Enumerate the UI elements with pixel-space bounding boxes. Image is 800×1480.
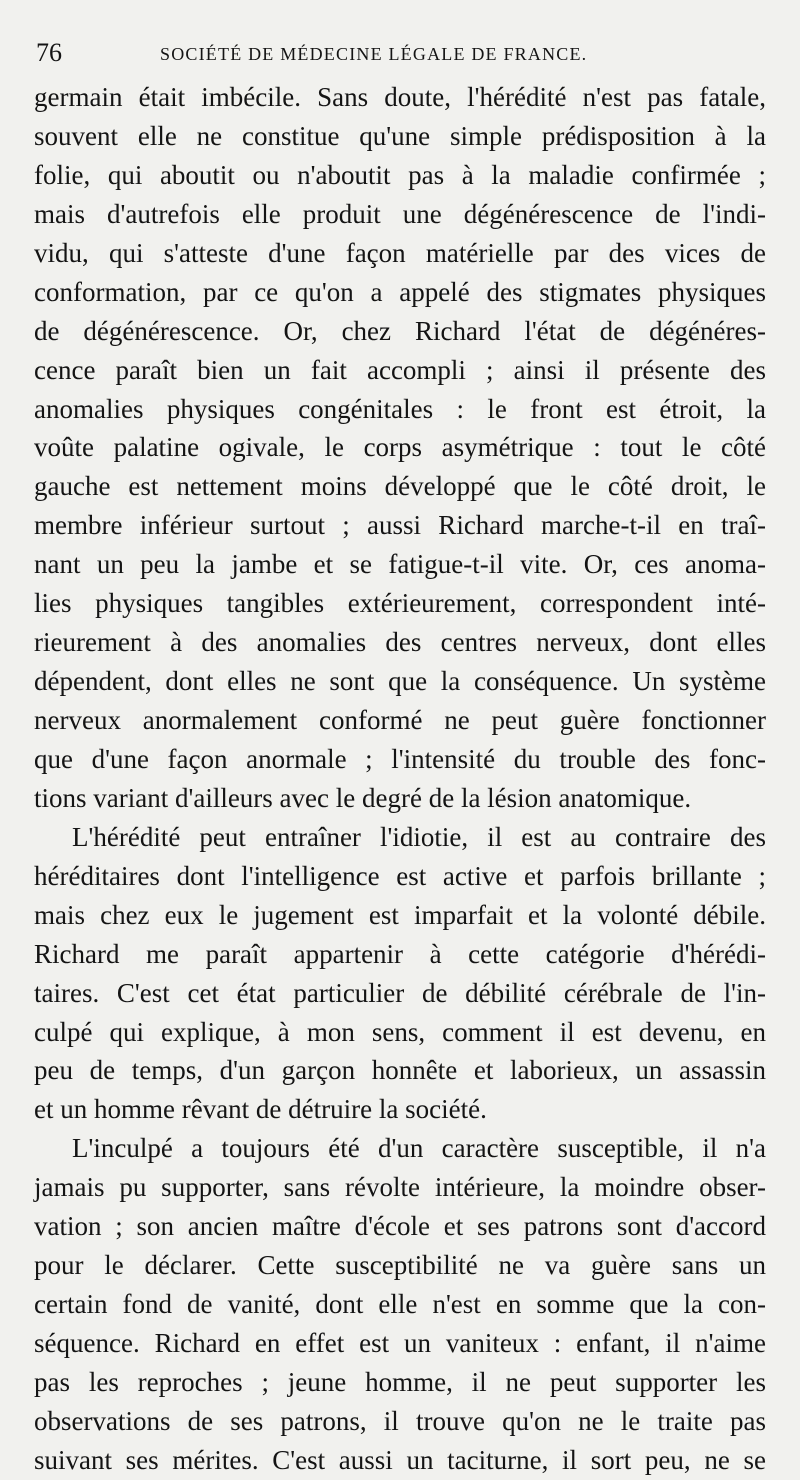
text-line: germain était imbécile. Sans doute, l'hérédité n'est pas fatale,	[34, 82, 766, 112]
text-line: mais d'autrefois elle produit une dégénérescence de l'indi-	[34, 198, 766, 229]
text-line: lies physiques tangibles extérieurement, correspondent inté-	[34, 588, 766, 619]
text-line: que d'une façon anormale ; l'intensité du trouble des fonc-	[34, 743, 766, 774]
text-line: peu de temps, d'un garçon honnête et laborieux, un assassin	[34, 1055, 766, 1086]
text-line: suivant ses mérites. C'est aussi un taciturne, il sort peu, ne se	[34, 1444, 766, 1475]
text-line: dépendent, dont elles ne sont que la conséquence. Un système	[34, 666, 766, 697]
text-line: nerveux anormalement conformé ne peut guère fonctionner	[34, 705, 766, 735]
text-line: anomalies physiques congénitales : le front est étroit, la	[34, 393, 766, 424]
text-line: vation ; son ancien maître d'école et ses patrons sont d'accord	[34, 1211, 766, 1242]
text-line: membre inférieur surtout ; aussi Richard marche-t-il en traî-	[34, 510, 766, 541]
text-line: tions variant d'ailleurs avec le degré de la lésion anatomique.	[34, 782, 692, 813]
text-line: séquence. Richard en effet est un vaniteux : enfant, il n'aime	[34, 1328, 766, 1358]
text-line: cence paraît bien un fait accompli ; ainsi il présente des	[34, 354, 766, 385]
text-line: voûte palatine ogivale, le corps asymétrique : tout le côté	[34, 432, 766, 463]
text-line: certain fond de vanité, dont elle n'est en somme que la con-	[34, 1289, 766, 1320]
text-line: pas les reproches ; jeune homme, il ne peut supporter les	[34, 1366, 766, 1397]
text-line: pour le déclarer. Cette susceptibilité ne va guère sans un	[34, 1250, 766, 1281]
text-line: L'hérédité peut entraîner l'idiotie, il est au contraire des	[72, 821, 766, 852]
running-header	[36, 38, 766, 68]
text-line: de dégénérescence. Or, chez Richard l'état de dégénéres-	[34, 315, 766, 346]
text-line: Richard me paraît appartenir à cette catégorie d'hérédi-	[34, 938, 766, 969]
text-line: souvent elle ne constitue qu'une simple prédisposition à la	[34, 120, 766, 151]
text-line: conformation, par ce qu'on a appelé des stigmates physiques	[34, 276, 766, 307]
text-line: jamais pu supporter, sans révolte intérieure, la moindre obser-	[34, 1172, 766, 1203]
text-line: observations de ses patrons, il trouve qu'on ne le traite pas	[34, 1405, 766, 1436]
text-line: culpé qui explique, à mon sens, comment il est devenu, en	[34, 1016, 766, 1047]
text-line: folie, qui aboutit ou n'aboutit pas à la maladie confirmée ;	[34, 159, 766, 190]
body-text	[34, 78, 766, 1480]
text-line: héréditaires dont l'intelligence est active et parfois brillante ;	[34, 860, 766, 891]
running-title: SOCIÉTÉ DE MÉDECINE LÉGALE DE FRANCE.	[160, 44, 588, 64]
text-line: gauche est nettement moins développé que le côté droit, le	[34, 471, 766, 502]
text-line: et un homme rêvant de détruire la société.	[34, 1094, 487, 1125]
page-number: 76	[36, 38, 62, 67]
text-line: mais chez eux le jugement est imparfait et la volonté débile.	[34, 899, 766, 930]
text-line: nant un peu la jambe et se fatigue-t-il vite. Or, ces anoma-	[34, 549, 766, 580]
text-line: L'inculpé a toujours été d'un caractère susceptible, il n'a	[72, 1133, 766, 1164]
text-line: taires. C'est cet état particulier de débilité cérébrale de l'in-	[34, 977, 766, 1008]
text-line: vidu, qui s'atteste d'une façon matérielle par des vices de	[34, 237, 766, 268]
text-line: rieurement à des anomalies des centres nerveux, dont elles	[34, 627, 766, 658]
